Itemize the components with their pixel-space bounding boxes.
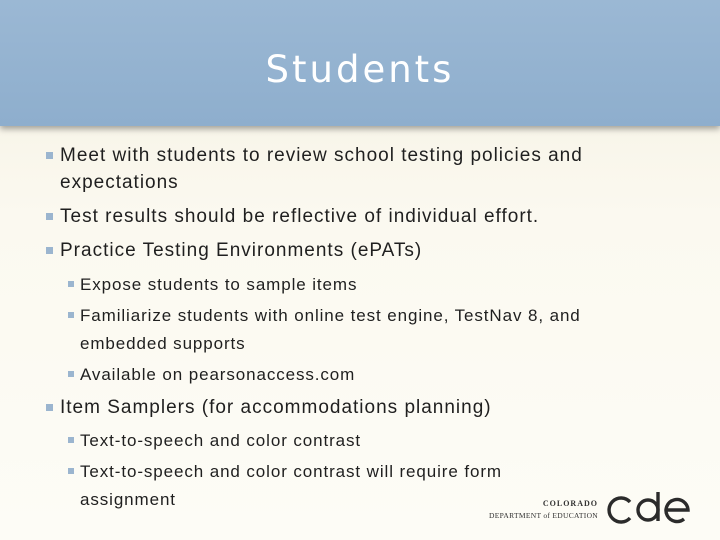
bullet-item (60, 203, 539, 230)
bullet-text: Text-to-speech and color contrast (80, 431, 362, 450)
bullet-text: Practice Testing Environments (ePATs) (60, 240, 423, 261)
bullet-marker (68, 371, 74, 377)
sub-bullet-item (80, 271, 357, 299)
bullet-text: Meet with students to review school testing policies and (60, 145, 583, 166)
bullet-text-continued: assignment (80, 490, 176, 509)
logo-department: DEPARTMENT of EDUCATION (489, 511, 598, 520)
bullet-text: Test results should be reflective of individual effort. (60, 206, 540, 227)
cde-logo (488, 488, 698, 528)
bullet-text-continued: embedded supports (80, 334, 246, 353)
bullet-text-continued: expectations (60, 172, 179, 193)
cde-logo-mark-icon (604, 488, 694, 528)
bullet-marker (46, 152, 53, 159)
bullet-item (60, 394, 492, 421)
bullet-marker (46, 404, 53, 411)
bullet-marker (68, 312, 74, 318)
bullet-text: Familiarize students with online test engine, TestNav 8, and (80, 306, 581, 325)
bullet-text: Text-to-speech and color contrast will require form (80, 462, 502, 481)
bullet-marker (68, 281, 74, 287)
slide-title: Students (265, 48, 455, 91)
sub-bullet-item (80, 458, 502, 514)
logo-state: COLORADO (542, 499, 598, 508)
bullet-marker (46, 213, 53, 220)
bullet-text: Available on pearsonaccess.com (80, 365, 356, 384)
bullet-marker (68, 437, 74, 443)
bullet-item (60, 142, 583, 196)
sub-bullet-item (80, 361, 355, 389)
bullet-text: Item Samplers (for accommodations planning) (60, 397, 492, 418)
bullet-marker (68, 468, 74, 474)
bullet-text: Expose students to sample items (80, 275, 358, 294)
sub-bullet-item (80, 427, 361, 455)
bullet-marker (46, 247, 53, 254)
sub-bullet-item (80, 302, 581, 358)
bullet-item (60, 237, 422, 264)
